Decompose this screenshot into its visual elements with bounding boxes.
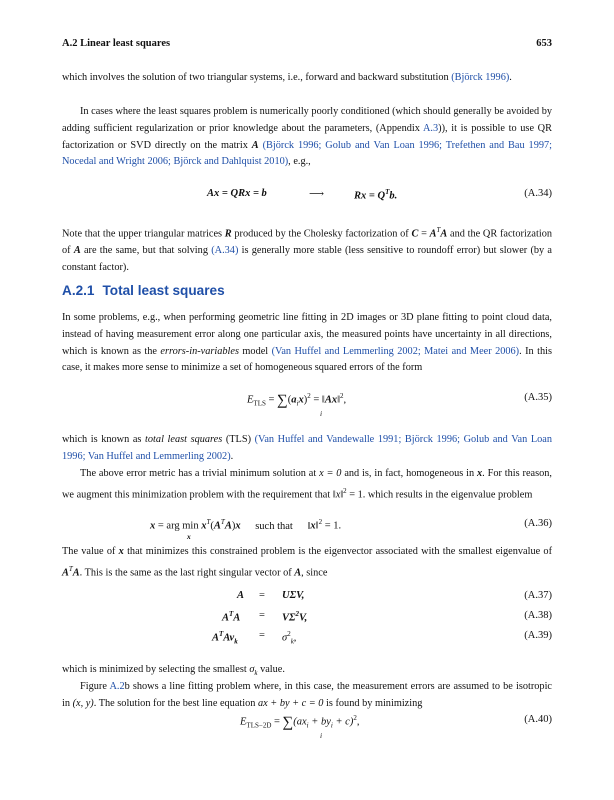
paragraph-text: .	[509, 72, 512, 83]
citation-link[interactable]: (Björck 1996; Golub and Van Loan 1996; Trefethen and Bau 1997; Nocedal and Wright 2006; Björck and Dahlquist 2010)	[62, 139, 553, 168]
paragraph-text: . In this case, it makes more sense to minimize a set of homogeneous squared errors of the form	[62, 345, 553, 374]
citation-link[interactable]: (Van Huffel and Lemmerling 2002; Matei and Meer 2006)	[271, 345, 520, 357]
paragraph-cholesky-note	[62, 222, 552, 277]
paragraph-trivial-minimum	[62, 466, 552, 504]
equation-A34	[62, 188, 552, 208]
equation-lhs: Ax = QRx = b	[207, 188, 267, 199]
math-symbol: A	[72, 567, 80, 579]
equation-number: (A.34)	[524, 188, 552, 199]
math-symbol: A	[73, 245, 81, 257]
section-heading	[62, 283, 225, 298]
math-superscript: 2	[343, 486, 347, 495]
paragraph-text: =	[418, 228, 430, 240]
appendix-link[interactable]: A.3	[423, 122, 439, 134]
equation-lhs: A	[237, 590, 245, 601]
paragraph-substitution	[62, 70, 552, 87]
emphasized-term: errors-in-variables	[160, 345, 239, 357]
paragraph-text: The value of	[62, 546, 119, 557]
paragraph-eigenvector	[62, 544, 552, 582]
such-that-text: such that	[255, 520, 293, 532]
arrow-symbol: ⟶	[309, 189, 325, 200]
paragraph-text: In some problems, e.g., when performing geometric line fitting in 2D images or 3D plane fitting to point cloud data, instead of having measurement error along one particular axis, the measured points have uncertainty in all directions, which is known as the	[62, 312, 552, 357]
math-symbol: A	[294, 567, 302, 579]
equation-number: (A.38)	[524, 610, 552, 621]
paragraph-text: produced by the Cholesky factorization of	[231, 228, 412, 240]
paragraph-text: which involves the solution of two triangular systems, i.e., forward and backward substitution	[62, 72, 449, 83]
paragraph-text: that minimizes this constrained problem is the eigenvector associated with the smallest eigenvalue of	[123, 546, 552, 557]
equation-number: (A.37)	[524, 590, 552, 601]
equation-rhs: $V\Sigma^2V$,	[282, 610, 308, 624]
paragraph-text: The above error metric has a trivial minimum solution at	[80, 468, 320, 479]
paragraph-text: is found by minimizing	[323, 697, 423, 709]
paragraph-text: , e.g.,	[288, 156, 311, 168]
math-symbol: A	[251, 139, 259, 151]
paragraph-text: = 1. which results in the eigenvalue problem	[346, 489, 533, 501]
equation-rhs: $Rx = Q^Tb$.	[354, 188, 398, 202]
equation-link[interactable]: (A.34)	[211, 245, 239, 257]
paragraph-text: and is, in fact, homogeneous in	[341, 468, 478, 479]
math-symbol: R	[224, 228, 232, 240]
figure-link[interactable]: A.2	[109, 681, 125, 692]
math-superscript: T	[68, 564, 73, 573]
equation-lhs: $A^TAv_k$	[212, 630, 238, 646]
sum-index: i	[320, 731, 323, 740]
paragraph-line-fitting	[62, 679, 552, 713]
sum-index: i	[320, 409, 323, 418]
emphasized-term: total least squares	[145, 434, 223, 445]
math-symbol: σ	[249, 664, 255, 675]
paragraph-text: , since	[301, 567, 328, 579]
paragraph-text: are the same, but that solving	[80, 245, 212, 257]
page-number: 653	[536, 38, 552, 49]
paragraph-tls-known-as	[62, 432, 552, 466]
paragraph-text: )), it is possible to use QR factorization or SVD directly on the matrix	[62, 122, 552, 151]
paragraph-text: and the QR factorization of	[62, 228, 552, 257]
running-header	[62, 38, 552, 54]
math-symbol: x	[118, 546, 124, 557]
citation-link[interactable]: (Björck 1996)	[451, 72, 510, 83]
equation-A37	[62, 590, 552, 610]
equation-A36	[62, 518, 552, 541]
equation-body: x = arg $\min x^T(A^TA)x$ such that ‖x‖$^2$ = 1.	[150, 518, 342, 532]
equation-number: (A.40)	[524, 714, 552, 725]
argmin-subscript: x	[187, 532, 191, 541]
math-expression: x = 0	[319, 468, 342, 479]
math-symbol: C	[411, 228, 419, 240]
paragraph-text: model	[238, 345, 272, 357]
equation-A38	[62, 610, 552, 630]
paragraph-tls-intro	[62, 310, 552, 377]
paragraph-text: which is minimized by selecting the smallest	[62, 664, 250, 675]
paragraph-text: Note that the upper triangular matrices	[62, 228, 225, 240]
paragraph-text: . The solution for the best line equation	[93, 697, 258, 709]
paragraph-text: . For this reason, we augment this minimization problem with the requirement that	[62, 468, 552, 501]
equation-number: (A.35)	[524, 392, 552, 403]
paragraph-text: is generally more stable (less sensitive to roundoff error) but slower (by a constant factor).	[62, 245, 553, 274]
paragraph-text: b shows a line fitting problem where, in this case, the measurement errors are assumed to be isotropic in	[62, 681, 553, 709]
paragraph-text: .	[230, 450, 234, 462]
equation-body: $E_{TLS} = \sum(a_ix)^2$ = ‖Ax‖$^2$,	[247, 392, 347, 409]
paragraph-text: which is known as	[62, 434, 146, 445]
equation-A39	[62, 630, 552, 650]
paragraph-text: value.	[257, 664, 285, 675]
paragraph-conditioning	[62, 104, 552, 171]
math-symbol: A	[429, 228, 437, 240]
math-expression: (x, y)	[72, 697, 94, 709]
equation-A35	[62, 392, 552, 418]
equation-number: (A.36)	[524, 518, 552, 529]
equals-sign: =	[259, 590, 265, 601]
citation-link[interactable]: (Van Huffel and Vandewalle 1991; Björck 1996; Golub and Van Loan 1996; Van Huffel and Lemmerling 2002)	[62, 434, 552, 462]
equation-lhs: $A^TA$	[222, 610, 241, 624]
section-title: Total least squares	[102, 283, 225, 298]
math-expression: ax + by + c = 0	[258, 697, 324, 709]
math-symbol: A	[440, 228, 448, 240]
section-number: A.2.1	[62, 283, 95, 298]
equation-number: (A.39)	[524, 630, 552, 641]
paragraph-text: In cases where the least squares problem is numerically poorly conditioned (which should generally be avoided by adding sufficient regularization or prior knowledge about the parameters, (Appendix	[62, 106, 552, 134]
paragraph-text: Figure	[80, 681, 110, 692]
math-symbol: A	[62, 567, 69, 579]
equation-rhs: $\sigma^2_k$,	[282, 630, 297, 646]
paragraph-text: . This is the same as the last right singular vector of	[79, 567, 295, 579]
header-section-title: A.2 Linear least squares	[62, 38, 171, 49]
paragraph-text: (TLS)	[222, 434, 255, 445]
math-superscript: T	[436, 226, 441, 234]
equation-rhs: UΣV,	[282, 590, 305, 601]
equals-sign: =	[259, 630, 265, 641]
math-symbol: x	[477, 468, 483, 479]
equation-A40	[62, 714, 552, 740]
equation-body: $E_{TLS-2D} = \sum(ax_i + by_i + c)^2$,	[240, 714, 360, 731]
math-expression: ‖x‖	[332, 489, 344, 501]
equals-sign: =	[259, 610, 265, 621]
math-subscript: k	[254, 669, 258, 678]
